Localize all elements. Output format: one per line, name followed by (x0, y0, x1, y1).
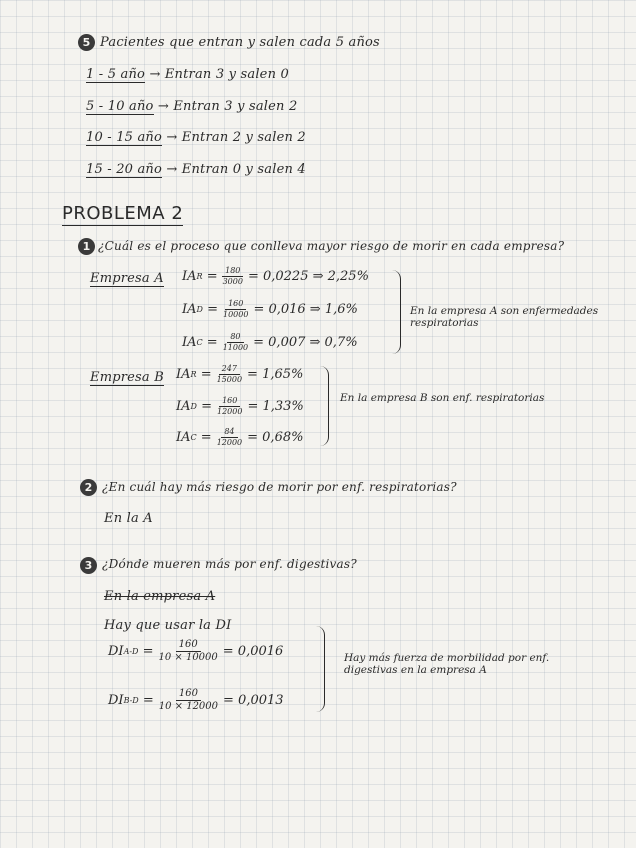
denominator: 3000 (222, 277, 243, 286)
period-text: → Entran 3 y salen 0 (149, 67, 289, 82)
eq-sub: C (190, 433, 197, 442)
numerator: 160 (176, 688, 201, 701)
eq-sub: R (196, 272, 203, 281)
eq-lhs: IA (182, 302, 197, 317)
denominator: 11000 (222, 343, 249, 352)
fraction (156, 639, 221, 664)
company-b-note: En la empresa B son enf. respiratorias (340, 392, 545, 404)
problem-heading: PROBLEMA 2 (62, 203, 184, 224)
brace-b (320, 366, 329, 446)
fraction (156, 688, 221, 713)
company-b-label: Empresa B (90, 370, 164, 385)
eq-result: = 0,016 ⇒ 1,6% (253, 302, 358, 317)
denominator: 12000 (216, 438, 243, 447)
eq-lhs: DI (108, 693, 124, 708)
numerator: 160 (225, 299, 246, 310)
denominator: 10 × 10000 (158, 652, 218, 663)
question-2-text: ¿En cuál hay más riesgo de morir por enf. respiratorias? (102, 480, 457, 494)
question-3-text: ¿Dónde mueren más por enf. digestivas? (102, 557, 357, 571)
eq-sub: C (196, 338, 203, 347)
question-2-answer: En la A (104, 511, 153, 526)
eq-result: = 0,007 ⇒ 0,7% (253, 335, 358, 350)
numerator: 180 (222, 266, 243, 277)
eq-result: = 0,0225 ⇒ 2,25% (247, 269, 369, 284)
fraction (220, 299, 251, 320)
numerator: 160 (219, 396, 240, 407)
di-row-b: DI B-D = $\frac{160}{10 \times 12000}$ = 0,0013 (108, 688, 284, 712)
eq-lhs: IA (182, 269, 197, 284)
numerator: 84 (221, 427, 237, 438)
di-intro: Hay que usar la DI (104, 618, 232, 633)
fraction (214, 364, 245, 385)
company-a-row-c: IA C = $\frac{80}{11000}$ = 0,007 ⇒ 0,7% (182, 332, 358, 352)
brace-di (316, 626, 325, 712)
eq-sub: D (190, 402, 197, 411)
period-text: → Entran 2 y salen 2 (166, 130, 306, 145)
eq-lhs: DI (108, 644, 124, 659)
eq-lhs: IA (176, 430, 191, 445)
eq-result: = 0,0016 (222, 644, 284, 659)
denominator: 15000 (216, 375, 243, 384)
company-b-row-d: IA D = $\frac{160}{12000}$ = 1,33% (176, 396, 304, 416)
eq-sub: D (196, 305, 203, 314)
fraction (214, 427, 245, 448)
period-text: → Entran 3 y salen 2 (157, 99, 298, 114)
question-1-text: ¿Cuál es el proceso que conlleva mayor riesgo de morir en cada empresa? (98, 239, 565, 253)
eq-sub: B-D (123, 696, 139, 705)
period-label: 15 - 20 año (86, 162, 163, 177)
eq-lhs: IA (182, 335, 197, 350)
eq-result: = 0,0013 (223, 693, 284, 708)
section-5-title: Pacientes que entran y salen cada 5 años (100, 35, 380, 50)
eq-sub: R (190, 370, 197, 379)
denominator: 12000 (216, 407, 243, 416)
di-note: Hay más fuerza de morbilidad por enf. digestivas en la empresa A (344, 652, 550, 676)
denominator: 10000 (222, 310, 249, 319)
company-a-row-d: IA D = $\frac{160}{10000}$ = 0,016 ⇒ 1,6% (182, 299, 358, 319)
fraction (220, 266, 246, 287)
eq-sub: A-D (123, 647, 139, 656)
company-b-row-c: IA C = $\frac{84}{12000}$ = 0,68% (176, 427, 304, 447)
numerator: 247 (219, 364, 240, 375)
numerator: 160 (176, 639, 201, 652)
fraction (214, 396, 245, 417)
period-label: 10 - 15 año (86, 130, 163, 145)
company-a-note: En la empresa A son enfermedades respiratorias (410, 305, 599, 329)
question-2-number: 2 (80, 479, 97, 496)
question-3-number: 3 (80, 557, 97, 574)
period-label: 1 - 5 año (86, 67, 146, 82)
question-1-number: 1 (78, 238, 95, 255)
eq-lhs: IA (176, 399, 191, 414)
struck-answer: En la empresa A (104, 589, 216, 604)
period-row-2 (86, 99, 297, 114)
eq-result: = 1,65% (247, 367, 304, 382)
period-row-4 (86, 162, 306, 177)
period-label: 5 - 10 año (86, 99, 154, 114)
company-a-label: Empresa A (90, 271, 164, 286)
fraction (220, 332, 251, 353)
period-row-3 (86, 130, 306, 145)
company-a-row-r: IA R = $\frac{180}{3000}$ = 0,0225 ⇒ 2,25% (182, 266, 369, 286)
period-row-1 (86, 67, 289, 82)
eq-result: = 1,33% (247, 399, 304, 414)
denominator: 10 × 12000 (158, 701, 219, 712)
eq-lhs: IA (176, 367, 191, 382)
brace-a (392, 270, 401, 354)
period-text: → Entran 0 y salen 4 (166, 162, 306, 177)
section-5-number: 5 (78, 34, 95, 51)
numerator: 80 (227, 332, 243, 343)
di-row-a: DI A-D = $\frac{160}{10 \times 10000}$ = 0,0016 (108, 639, 284, 663)
company-b-row-r: IA R = $\frac{247}{15000}$ = 1,65% (176, 364, 304, 384)
eq-result: = 0,68% (247, 430, 304, 445)
